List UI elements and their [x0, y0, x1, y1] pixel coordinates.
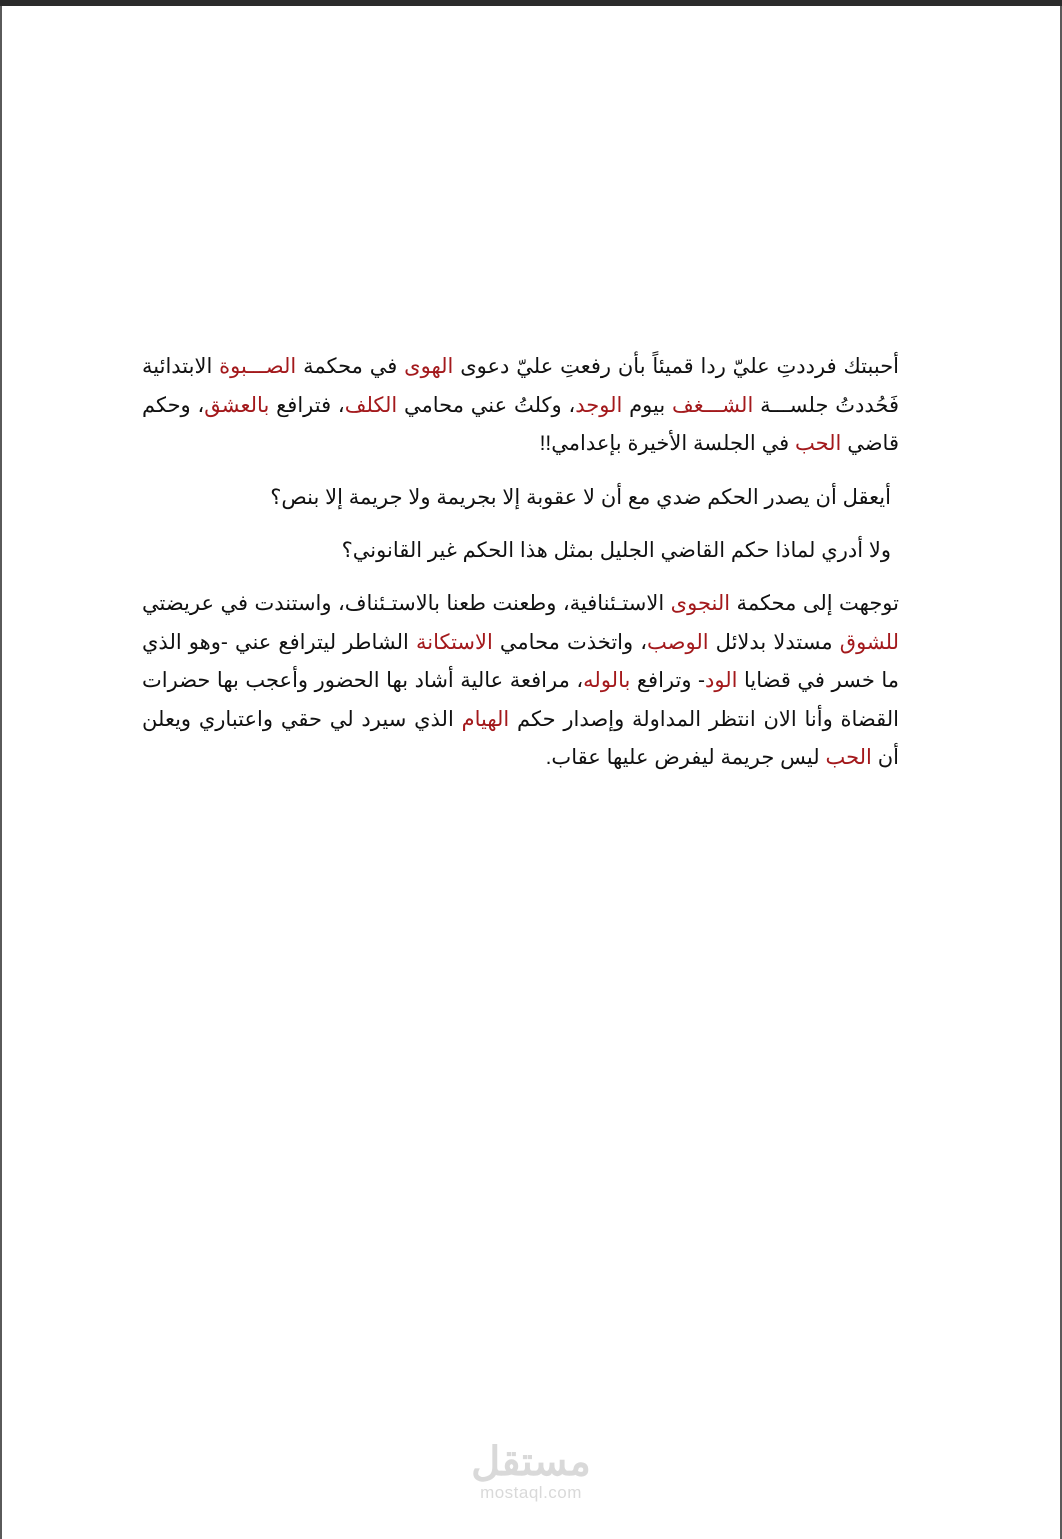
- text-segment: في الجلسة الأخيرة بإعدامي!!: [539, 432, 795, 455]
- highlighted-word: الاستكانة: [415, 630, 493, 654]
- highlighted-word: الهوى: [404, 355, 454, 378]
- page-edge-left: [0, 6, 2, 1539]
- highlighted-word: النجوى: [670, 592, 731, 615]
- text-segment: الذي سيرد لي حقي واعتباري ويعلن أن: [142, 707, 899, 769]
- text-segment: أيعقل أن يصدر الحكم ضدي مع أن لا عقوبة إلا بجريمة ولا جريمة إلا بنص؟: [270, 486, 891, 509]
- highlighted-word: الوجد: [575, 393, 623, 417]
- paragraph-4: [142, 585, 899, 778]
- highlighted-word: الوصب: [647, 630, 709, 654]
- paragraph-1: [142, 348, 899, 464]
- text-segment: ، مرافعة عالية أشاد بها الحضور وأعجب بها حضرات القضاة وأنا الان انتظر المداولة وإصدار حكم: [142, 669, 899, 731]
- mostaql-watermark: [466, 1440, 596, 1502]
- highlighted-word: الشـــغف: [671, 393, 754, 417]
- text-segment: ، وكلتُ عني محامي: [397, 393, 576, 417]
- highlighted-word: الود: [705, 669, 738, 692]
- text-segment: أحببتك فرددتِ عليّ ردا قميئاً بأن رفعتِ عليّ دعوى: [453, 355, 900, 378]
- text-segment: ليس جريمة ليفرض عليها عقاب.: [545, 746, 826, 769]
- text-segment: توجهت إلى محكمة: [730, 592, 899, 615]
- text-segment: - وترافع: [630, 669, 706, 692]
- highlighted-word: الصـــبوة: [219, 355, 297, 378]
- text-segment: الشاطر ليترافع عني -وهو الذي ما خسر في قضايا: [142, 630, 899, 692]
- text-segment: بيوم: [622, 393, 672, 417]
- watermark-latin: mostaql.com: [480, 1483, 582, 1502]
- highlighted-word: بالعشق: [204, 393, 270, 417]
- watermark-arabic: مستقل: [471, 1440, 591, 1484]
- paragraph-2: [142, 479, 891, 518]
- text-segment: ، واتخذت محامي: [492, 630, 648, 654]
- text-segment: ، فترافع: [269, 393, 345, 417]
- text-segment: مستدلا بدلائل: [708, 630, 840, 654]
- highlighted-word: الهيام: [461, 707, 510, 731]
- text-segment: ، وحكم قاضي: [142, 393, 899, 455]
- text-segment: في محكمة: [296, 355, 405, 378]
- text-segment: الابتدائية فَحُددتُ جلســـة: [142, 355, 900, 417]
- highlighted-word: بالوله: [583, 669, 631, 692]
- highlighted-word: الحب: [794, 432, 842, 455]
- paragraph-3: [142, 532, 891, 571]
- text-segment: ولا أدري لماذا حكم القاضي الجليل بمثل هذا الحكم غير القانوني؟: [341, 539, 891, 562]
- highlighted-word: الحب: [825, 746, 872, 769]
- top-bar: [0, 0, 1062, 6]
- highlighted-word: الكلف: [344, 393, 398, 417]
- text-segment: الاستـئنافية، وطعنت طعنا بالاستـئناف، واستندت في عريضتي: [142, 592, 671, 615]
- highlighted-word: للشوق: [839, 630, 900, 654]
